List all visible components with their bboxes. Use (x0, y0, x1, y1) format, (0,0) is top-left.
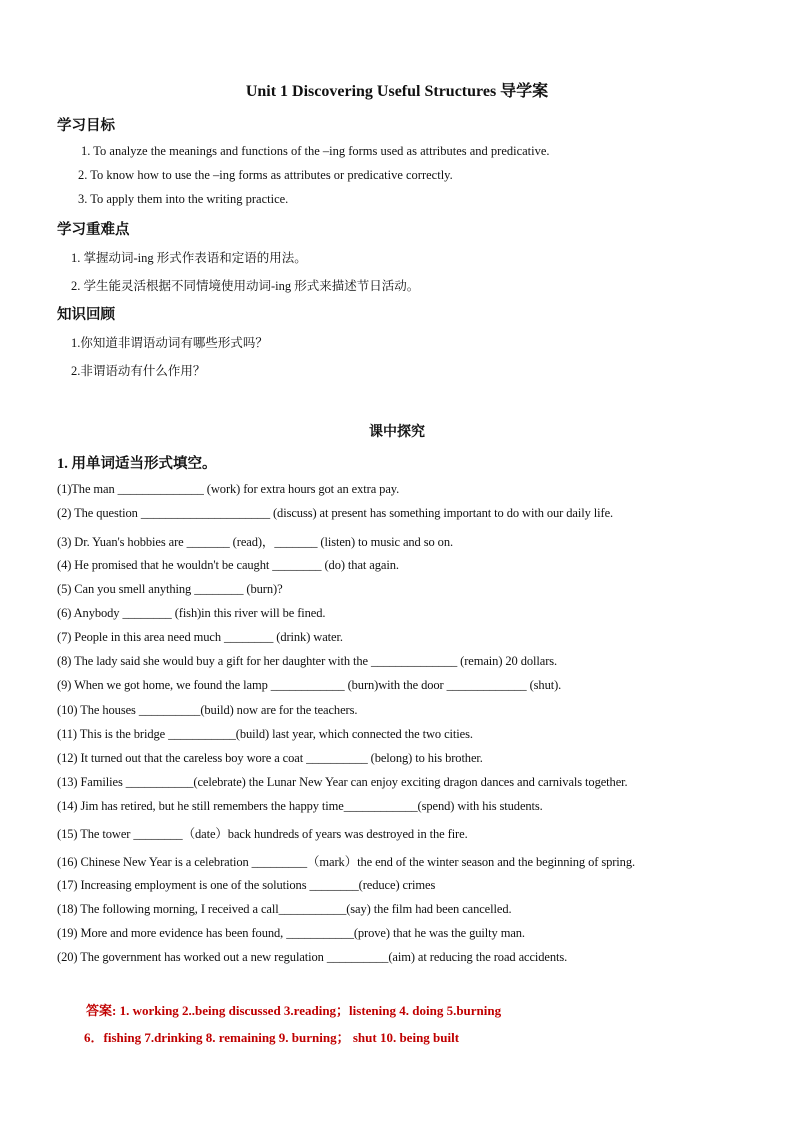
exercise-question: (14) Jim has retired, but he still remembers the happy time____________(spend) with his students. (57, 799, 543, 813)
review-item: 1.你知道非谓语动词有哪些形式吗？ (71, 336, 268, 350)
exercise-question: (4) He promised that he wouldn't be caught ________ (do) that again. (57, 558, 399, 572)
exercise-question: (11) This is the bridge ___________(build) last year, which connected the two cities. (57, 727, 473, 741)
review-heading: 知识回顾 (57, 307, 115, 323)
key-point-item: 1. 掌握动词-ing 形式作表语和定语的用法。 (71, 251, 307, 265)
answer-key-line: 答案: 1. working 2..being discussed 3.reading；listening 4. doing 5.burning (86, 1003, 502, 1018)
exercise-question: (16) Chinese New Year is a celebration _________（mark）the end of the winter season and the beginning of spring. (57, 855, 636, 869)
exercise-title: 1. 用单词适当形式填空。 (57, 456, 217, 472)
exercise-question: (17) Increasing employment is one of the solutions ________(reduce) crimes (57, 878, 436, 892)
objective-item: 2. To know how to use the –ing forms as attributes or predicative correctly. (78, 168, 453, 182)
objectives-heading: 学习目标 (57, 118, 115, 134)
exercise-question: (6) Anybody ________ (fish)in this river will be fined. (57, 606, 326, 620)
exercise-question: (5) Can you smell anything ________ (burn)? (57, 582, 283, 596)
exercise-question: (7) People in this area need much ________ (drink) water. (57, 630, 343, 644)
review-item: 2.非谓语动有什么作用？ (71, 364, 206, 378)
exercise-question: (15) The tower ________（date）back hundreds of years was destroyed in the fire. (57, 827, 468, 841)
exercise-question: (18) The following morning, I received a call___________(say) the film had been cancelled. (57, 902, 512, 916)
exercise-question: (19) More and more evidence has been found, ___________(prove) that he was the guilty man. (57, 926, 525, 940)
exercise-question: (8) The lady said she would buy a gift for her daughter with the ______________ (remain) 20 dollars. (57, 654, 558, 668)
page-title: Unit 1 Discovering Useful Structures 导学案 (245, 83, 549, 100)
exercise-question: (10) The houses __________(build) now are for the teachers. (57, 703, 358, 717)
exercise-question: (2) The question _____________________ (discuss) at present has something important to do with our daily life. (57, 506, 614, 520)
objective-item: 3. To apply them into the writing practice. (78, 192, 289, 206)
exercise-question: (3) Dr. Yuan's hobbies are _______ (read)，_______ (listen) to music and so on. (57, 535, 453, 549)
exercise-question: (12) It turned out that the careless boy wore a coat __________ (belong) to his brother. (57, 751, 483, 765)
section-heading: 课中探究 (369, 425, 425, 440)
answer-key-line: 6．fishing 7.drinking 8. remaining 9. burning； shut 10. being built (84, 1030, 460, 1045)
key-point-item: 2. 学生能灵活根据不同情境使用动词-ing 形式来描述节日活动。 (71, 279, 420, 293)
exercise-question: (20) The government has worked out a new regulation __________(aim) at reducing the road accidents. (57, 950, 568, 964)
exercise-question: (13) Families ___________(celebrate) the Lunar New Year can enjoy exciting dragon dances and carnivals together. (57, 775, 628, 789)
key-points-heading: 学习重难点 (57, 222, 130, 238)
exercise-question: (9) When we got home, we found the lamp ____________ (burn)with the door _____________ (shut). (57, 678, 562, 692)
objective-item: 1. To analyze the meanings and functions of the –ing forms used as attributes and predicative. (81, 144, 550, 158)
exercise-question: (1)The man ______________ (work) for extra hours got an extra pay. (57, 482, 400, 496)
